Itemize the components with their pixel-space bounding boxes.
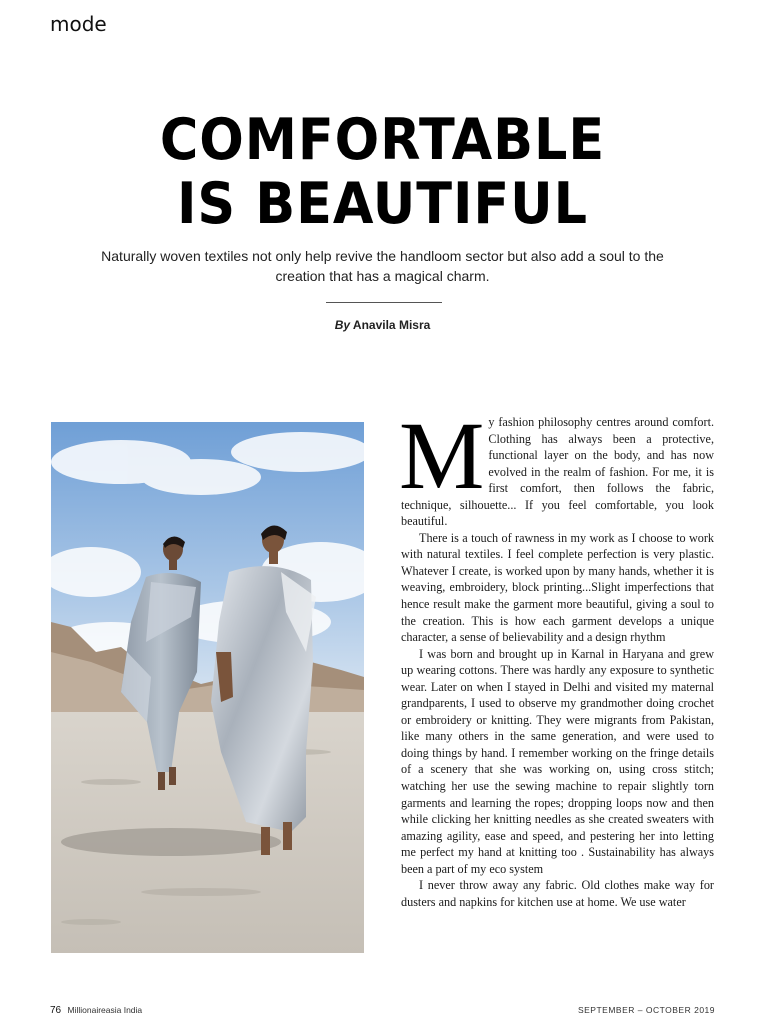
article-paragraph: I never throw away any fabric. Old clothes make way for dusters and napkins for kitchen use at home. We use water	[401, 878, 714, 909]
divider-rule	[326, 302, 442, 303]
headline	[31, 108, 735, 236]
article-paragraph: My fashion philosophy centres around comfort. Clothing has always been a protective, functional layer on the body, and has now evolved in the realm of fashion. For me, it is first comfort, then follows the fabric, technique, silhouette... If you feel comfortable, you look beautiful.	[399, 402, 714, 529]
publication-name: Millionaireasia India	[67, 1005, 143, 1015]
headline-line-1: COMFORTABLE	[159, 107, 606, 173]
headline-line-2: IS BEAUTIFUL	[176, 171, 589, 237]
section-label: mode	[50, 12, 107, 36]
byline-prefix: By	[334, 318, 351, 332]
article-paragraph: I was born and brought up in Karnal in Haryana and grew up wearing cottons. There was hardly any exposure to synthetic wear. Later on when I stayed in Delhi and visited my maternal grandparents, I used to observe my grandmother doing crochet or embroidery or knitting. They were migrants from Pakistan, like many others in the same generation, and were used to doing things by hand. I remember working on the fringe details of a scenery that she was working on, using cross stitch; watching her use the sewing machine to repair slightly torn garments and learning the ropes; dropping loops now and then while clicking her knitting needles as she created sweaters with amazing agility, ease and speed, and pestering her into letting me perfect my hand at knitting too . Sustainability has always been a part of my eco system	[401, 646, 714, 876]
feature-photo	[51, 422, 364, 953]
issue-date: SEPTEMBER – OCTOBER 2019	[577, 1005, 715, 1015]
footer-left	[50, 1005, 142, 1016]
article-body	[399, 402, 714, 910]
drop-cap: M	[399, 402, 485, 509]
article-paragraph: There is a touch of rawness in my work as I choose to work with natural textiles. I feel complete perfection is very plastic. Whatever I create, is worked upon by many hands, whether it is weaving, embroidery, block printing...Slight imperfections that hence result make the garment more beautiful, giving a soul to the creation. This is how each garment develops a unique character, a sense of believability and a design rhythm	[401, 530, 714, 645]
byline	[0, 318, 765, 332]
byline-author: Anavila Misra	[352, 318, 431, 332]
deck-standfirst: Naturally woven textiles not only help revive the handloom sector but also add a soul to the creation that has a magical charm.	[101, 248, 664, 284]
shadow	[61, 828, 281, 856]
page-number: 76	[50, 1005, 62, 1016]
